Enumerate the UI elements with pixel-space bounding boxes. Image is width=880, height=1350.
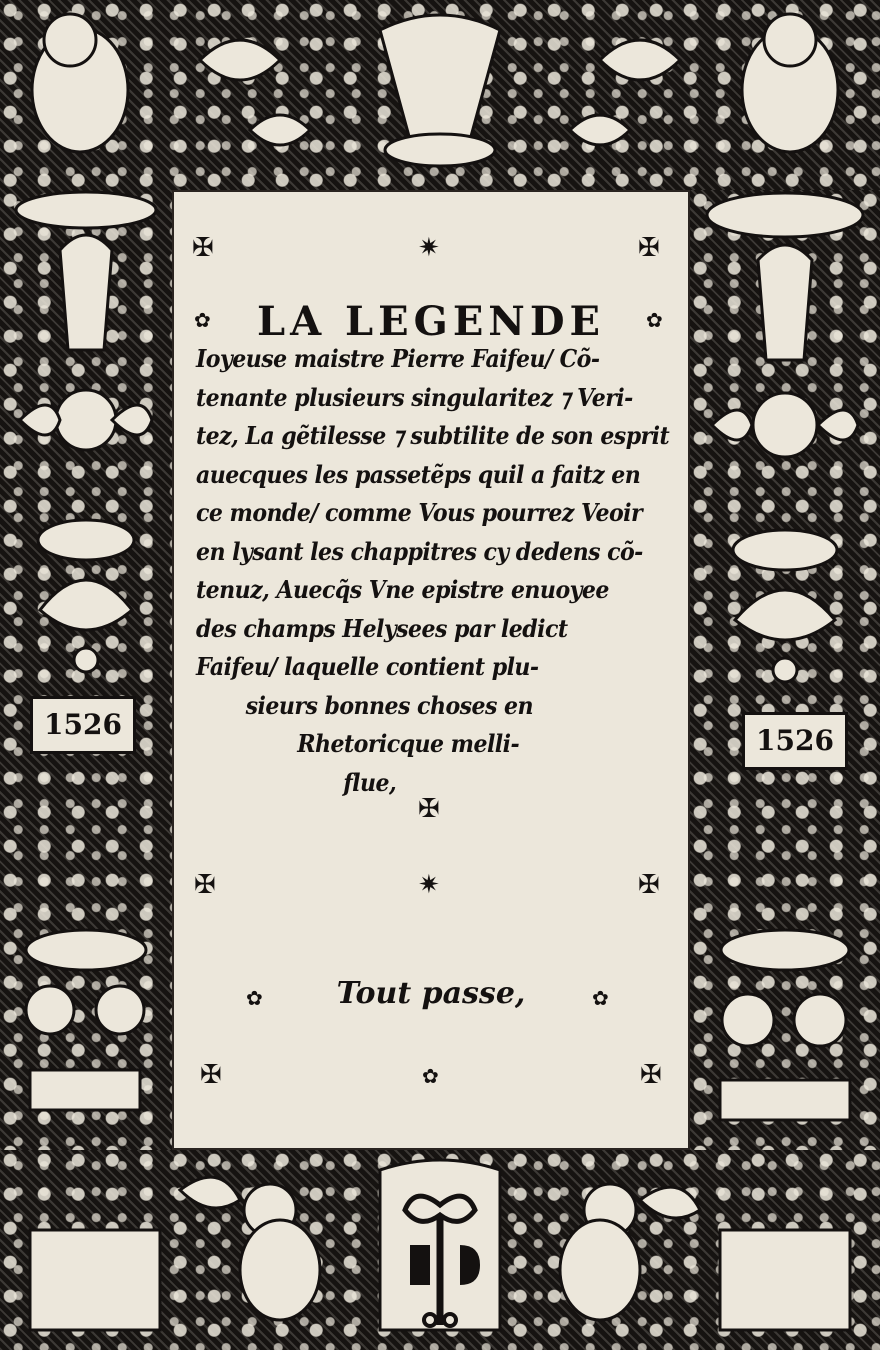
- rosette-icon: ✿: [194, 308, 211, 332]
- cross-pattee-icon: ✠: [638, 233, 660, 263]
- text-line: en lysant les chappitres cy dedens cõ-: [196, 536, 643, 566]
- text-line: des champs Helysees par ledict: [196, 613, 568, 643]
- date-plate-right: 1526: [742, 712, 848, 770]
- cross-pattee-icon: ✠: [418, 794, 440, 824]
- title-text: [196, 340, 670, 802]
- page-title: LA LEGENDE: [256, 298, 606, 345]
- asterisk-star-icon: ✷: [418, 233, 440, 263]
- motto: Tout passe,: [336, 976, 526, 1011]
- rosette-icon: ✿: [246, 986, 263, 1010]
- text-panel: [172, 190, 690, 1150]
- text-line: Faifeu/ laquelle contient plu-: [196, 652, 539, 681]
- border-top-ornament: [0, 0, 880, 190]
- printer-monogram-icon: [390, 1185, 490, 1335]
- rosette-icon: ✿: [422, 1064, 439, 1088]
- text-line: sieurs bonnes choses en: [245, 690, 534, 720]
- cross-pattee-icon: ✠: [194, 870, 216, 900]
- text-line: tez, La gẽtilesse ⁊ subtilite de son esprit: [196, 421, 670, 450]
- asterisk-star-icon: ✷: [418, 870, 440, 900]
- cross-pattee-icon: ✠: [640, 1060, 662, 1090]
- border-right-ornament: [690, 190, 880, 1150]
- cross-pattee-icon: ✠: [638, 870, 660, 900]
- text-line: Rhetoricque melli-: [297, 729, 520, 758]
- text-line: tenante plusieurs singularitez ⁊ Veri-: [196, 382, 633, 412]
- text-line: Ioyeuse maistre Pierre Faifeu/ Cõ-: [196, 344, 600, 373]
- text-line: tenuz, Auecq̃s Vne epistre enuoyee: [196, 575, 609, 604]
- date-plate-left: 1526: [30, 696, 136, 754]
- text-line: auecques les passetẽps quil a faitz en: [196, 459, 641, 489]
- text-line: flue,: [343, 767, 397, 797]
- border-left-ornament: [0, 190, 172, 1150]
- cross-pattee-icon: ✠: [192, 233, 214, 263]
- rosette-icon: ✿: [646, 308, 663, 332]
- rosette-icon: ✿: [592, 986, 609, 1010]
- cross-pattee-icon: ✠: [200, 1060, 222, 1090]
- text-line: ce monde/ comme Vous pourrez Veoir: [196, 498, 643, 527]
